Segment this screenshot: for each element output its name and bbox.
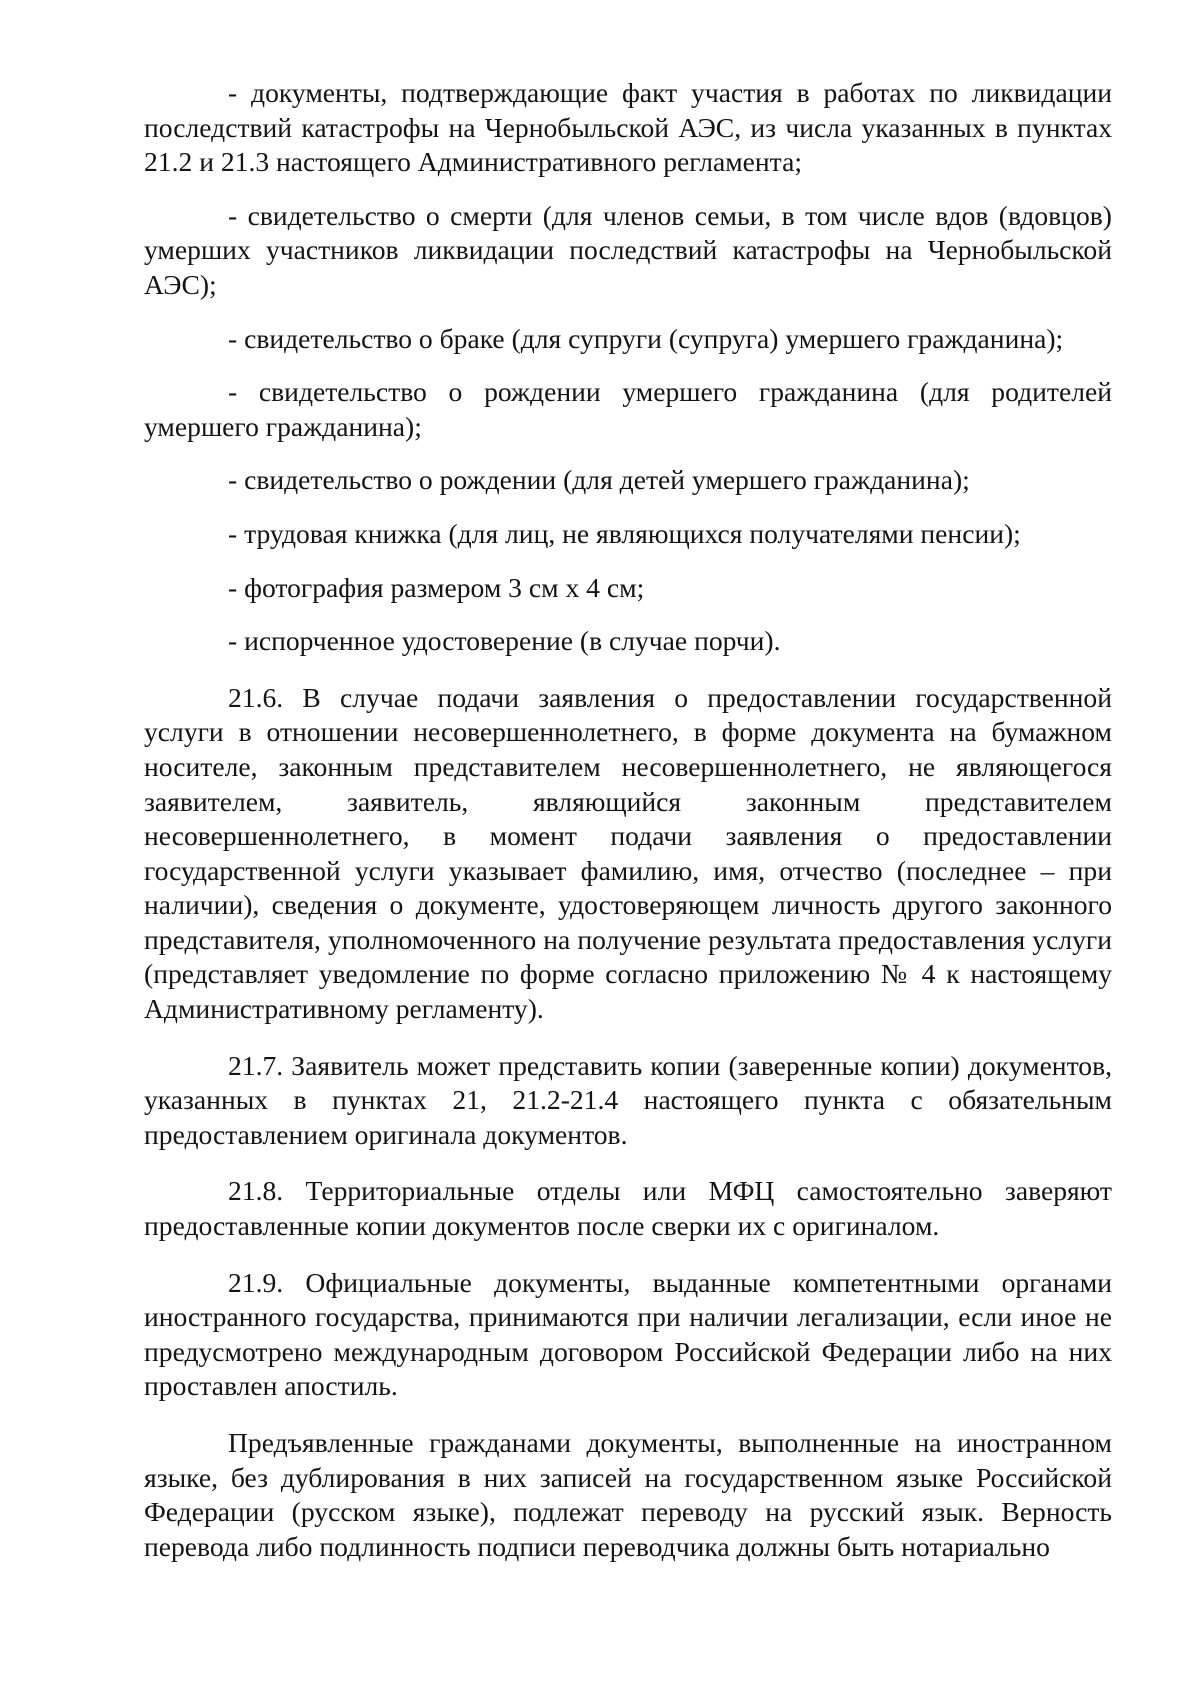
document-text [144,76,1112,1564]
paragraph-employment-record: - трудовая книжка (для лиц, не являющихся получателями пенсии); [228,517,1021,549]
paragraph-birth-certificate-children: - свидетельство о рождении (для детей умершего гражданина); [228,464,970,496]
paragraph-21-7: 21.7. Заявитель может представить копии (заверенные копии) документов, указанных в пунктах 21, 21.2-21.4 настоящего пункта с обязательным предоставлением оригинала документов. [144,1049,1112,1150]
paragraph-21-6: 21.6. В случае подачи заявления о предоставлении государственной услуги в отношении несовершеннолетнего, в форме документа на бумажном носителе, законным представителем несовершеннолетнего, не являющегося заявителем, заявитель, являющийся законным представителем несовершеннолетнего, в момент подачи заявления о предоставлении государственной услуги указывает фамилию, имя, отчество (последнее – при наличии), сведения о документе, удостоверяющем личность другого законного представителя, уполномоченного на получение результата предоставления услуги (представляет уведомление по форме согласно приложению № 4 к настоящему Административному регламенту). [144,681,1112,1025]
paragraph-chernobyl-participation-documents: - документы, подтверждающие факт участия в работах по ликвидации последствий катастрофы на Чернобыльской АЭС, из числа указанных в пунктах 21.2 и 21.3 настоящего Административного регламента; [144,77,1112,178]
paragraph-birth-certificate-deceased: - свидетельство о рождении умершего гражданина (для родителей умершего гражданина); [144,376,1112,442]
paragraph-21-8: 21.8. Территориальные отделы или МФЦ самостоятельно заверяют предоставленные копии документов после сверки их с оригиналом. [144,1175,1112,1242]
paragraph-foreign-language-documents: Предъявленные гражданами документы, выполненные на иностранном языке, без дублирования в них записей на государственном языке Российской Федерации (русском языке), подлежат переводу на русский язык. Верность перевода либо подлинность подписи переводчика должны быть нотариально [144,1427,1112,1562]
paragraph-death-certificate: - свидетельство о смерти (для членов семьи, в том числе вдов (вдовцов) умерших участников ликвидации последствий катастрофы на Чернобыльской АЭС); [144,199,1112,300]
paragraph-marriage-certificate: - свидетельство о браке (для супруги (супруга) умершего гражданина); [228,322,1064,354]
paragraph-21-9: 21.9. Официальные документы, выданные компетентными органами иностранного государства, принимаются при наличии легализации, если иное не предусмотрено международным договором Российской Федерации либо на них проставлен апостиль. [144,1266,1112,1402]
paragraph-damaged-certificate: - испорченное удостоверение (в случае порчи). [228,625,781,657]
paragraph-photograph: - фотография размером 3 см х 4 см; [228,571,645,603]
